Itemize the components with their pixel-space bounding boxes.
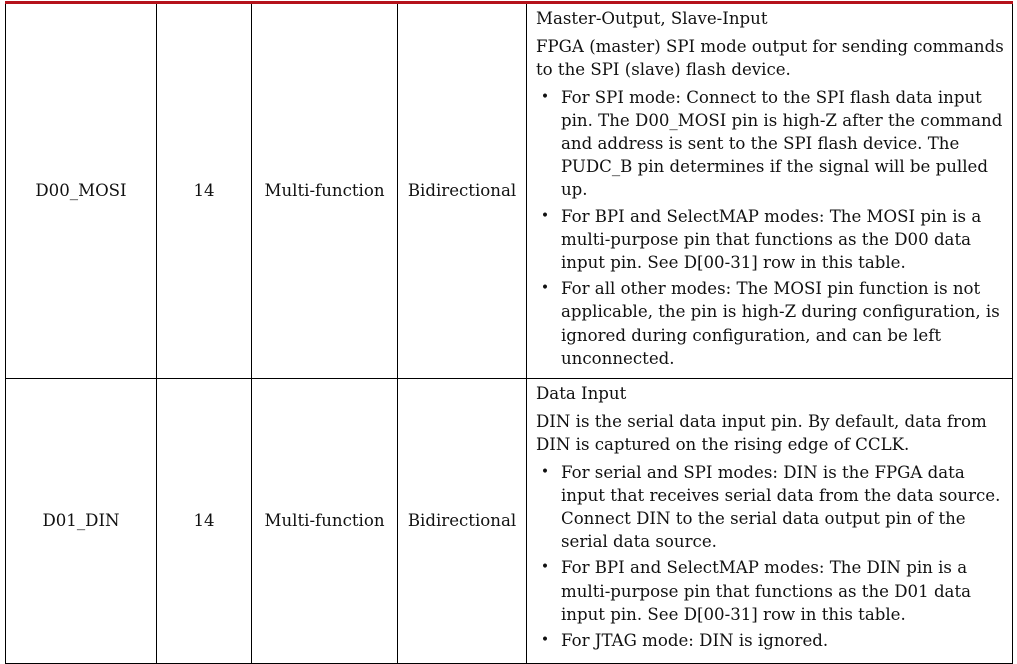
bullet-text: For BPI and SelectMAP modes: The DIN pin is a multi-purpose pin that functions as the D01 data input pin. See D[00-31] row in this table. [561, 558, 972, 624]
description-title: Master-Output, Slave-Input [536, 9, 768, 28]
bullet-icon: • [540, 88, 550, 105]
bank-cell: 14 [157, 379, 252, 664]
bullet-icon: • [540, 207, 550, 224]
bullet-icon: • [540, 463, 550, 480]
description-bullet-list [536, 86, 1006, 370]
bullet-item [536, 277, 1006, 370]
bullet-icon: • [540, 632, 550, 649]
table-row [6, 4, 1013, 379]
description-bullet-list [536, 461, 1006, 653]
pin-name-cell: D00_MOSI [6, 4, 157, 379]
bullet-icon: • [540, 559, 550, 576]
description-cell [527, 4, 1013, 379]
direction-cell: Bidirectional [398, 4, 527, 379]
bullet-item [536, 86, 1006, 202]
bullet-text: For BPI and SelectMAP modes: The MOSI pin is a multi-purpose pin that functions as the D00 data input pin. See D[00-31] row in this table. [561, 206, 982, 273]
bullet-item [536, 205, 1006, 275]
bullet-item [536, 629, 1006, 652]
bullet-text: For serial and SPI modes: DIN is the FPGA data input that receives serial data from the data source. Connect DIN to the serial data output pin of the serial data source. [561, 462, 1001, 552]
description-paragraph: DIN is the serial data input pin. By default, data from DIN is captured on the rising edge of CCLK. [536, 412, 987, 455]
description-title: Data Input [536, 384, 627, 404]
bullet-icon: • [540, 280, 550, 297]
bullet-item [536, 556, 1006, 626]
type-cell: Multi-function [252, 4, 398, 379]
bullet-text: For all other modes: The MOSI pin function is not applicable, the pin is high-Z during configuration, is ignored during configuration, and can be left unconnected. [561, 279, 1000, 368]
bullet-text: For SPI mode: Connect to the SPI flash data input pin. The D00_MOSI pin is high-Z after the command and address is sent to the SPI flash device. The PUDC_B pin determines if the signal will be pulled up. [561, 87, 1003, 200]
bank-cell: 14 [157, 4, 252, 379]
bullet-text: For JTAG mode: DIN is ignored. [561, 631, 829, 651]
pin-name-cell: D01_DIN [6, 379, 157, 664]
description-paragraph: FPGA (master) SPI mode output for sending commands to the SPI (slave) flash device. [536, 37, 1004, 80]
bullet-item [536, 461, 1006, 554]
document-page [5, 0, 1013, 664]
type-cell: Multi-function [252, 379, 398, 664]
pin-description-table [5, 4, 1013, 664]
description-cell [527, 379, 1013, 664]
table-row [6, 379, 1013, 664]
direction-cell: Bidirectional [398, 379, 527, 664]
